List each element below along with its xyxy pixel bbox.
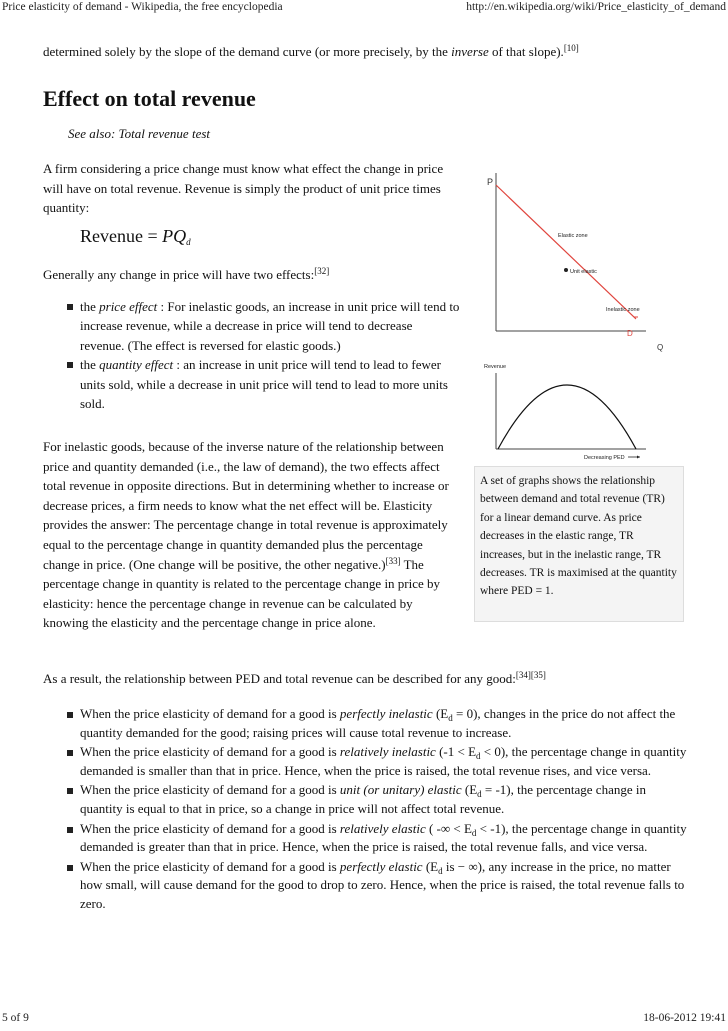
ped-cases-list (80, 705, 690, 915)
elastic-zone-label: Elastic zone (558, 233, 588, 239)
paragraph-two-effects: Generally any change in price will have two effects:[32] (43, 266, 330, 282)
perfectly-elastic-link[interactable]: perfectly elastic (339, 858, 423, 874)
demand-line (496, 185, 636, 319)
list-item: When the price elasticity of demand for a good is relatively inelastic $(-1 < E_d < 0)$, the percentage change in quantity demanded is smaller than that in price. Hence, when the price is raised, the total revenue rises, and vice versa. (80, 743, 690, 780)
relatively-elastic-link[interactable]: relatively elastic (339, 820, 426, 836)
list-item: When the price elasticity of demand for a good is relatively elastic ( -∞ < $E_d < -1$), the percentage change in quantity demanded is greater than that in price. Hence, when the price is raised, the total revenue falls, and vice versa. (80, 820, 690, 857)
paragraph-firm-price-change: A firm considering a price change must know what effect the change in price will have on total revenue. Revenue is simply the product of unit price times quantity: (43, 161, 444, 216)
list-item: the price effect : For inelastic goods, an increase in unit price will tend to increase revenue, while a decrease in price will tend to decrease revenue. (The effect is reversed for elastic goods.) (80, 297, 460, 355)
price-effect-link[interactable]: price effect (99, 299, 158, 314)
perfectly-inelastic-link[interactable]: perfectly inelastic (339, 706, 433, 721)
price-axis-label: P (487, 177, 494, 187)
unit-elastic-label: Unit elastic (570, 269, 597, 275)
arrow-right-icon (637, 456, 640, 459)
paragraph-ped-total-revenue: As a result, the relationship between PED and total revenue can be described for any good:[34][35] (43, 670, 546, 686)
total-revenue-curve (498, 385, 636, 449)
citation-link[interactable]: [34][35] (515, 670, 546, 680)
inelastic-zone-label: Inelastic zone (606, 307, 640, 313)
decreasing-ped-label: Decreasing PED (584, 455, 625, 461)
unit-elastic-link[interactable]: unit (or unitary) elastic (339, 782, 462, 798)
print-timestamp: 18-06-2012 19:41 (643, 1012, 726, 1024)
document-header-url[interactable]: http://en.wikipedia.org/wiki/Price_elasticity_of_demand (466, 1, 726, 13)
effects-list (80, 297, 460, 413)
paragraph-inelastic-goods: For inelastic goods, because of the inverse nature of the relationship between price and quantity demanded (i.e., the law of demand), the two effects affect total revenue in opposite directions. But in determining whether to increase or decrease prices, a firm needs to know what the net effect will be. Elasticity provides the answer: The percentage change in total revenue is approximately equal to the percentage change in quantity demanded plus the percentage change in price. (One change will be positive, the other negative.)[33] The percentage change in quantity is related to the percentage change in price by elasticity: hence the percentage change in revenue can be calculated by knowing the elasticity and the percentage change in price alone. (43, 439, 449, 631)
list-item: the quantity effect : an increase in unit price will tend to lead to fewer units sold, while a decrease in unit price will tend to lead to more units sold. (80, 355, 460, 413)
demand-label: D (627, 329, 633, 338)
quantity-effect-link[interactable]: quantity effect (99, 357, 174, 373)
page-number: 5 of 9 (2, 1012, 29, 1024)
document-header-title: Price elasticity of demand - Wikipedia, the free encyclopedia (2, 1, 283, 13)
list-item: When the price elasticity of demand for a good is unit (or unitary) elastic $(E_d = -1)$, the percentage change in quantity is equal to that in price, so a change in price will not affect total revenue. (80, 781, 690, 818)
section-heading: Effect on total revenue (43, 86, 256, 111)
quantity-axis-label: Q (657, 343, 664, 352)
unit-elastic-point (564, 268, 568, 272)
demand-revenue-figure (474, 163, 684, 625)
citation-link[interactable]: [10] (563, 43, 579, 53)
demand-revenue-graph[interactable] (474, 163, 684, 463)
revenue-axis-label: Revenue (484, 364, 507, 370)
relatively-inelastic-link[interactable]: relatively inelastic (339, 744, 436, 760)
intro-paragraph: determined solely by the slope of the demand curve (or more precisely, by the inverse of that slope).[10] (43, 43, 579, 59)
figure-caption: A set of graphs shows the relationship between demand and total revenue (TR) for a linear demand curve. As price decreases in the elastic range, TR increases, but in the inelastic range, TR decreases. TR is maximised at the quantity where PED = 1. (474, 466, 684, 622)
list-item: When the price elasticity of demand for a good is perfectly inelastic $(E_d = 0)$, changes in the price do not affect the quantity demanded for the good; raising prices will cause total revenue to increase. (80, 705, 690, 742)
see-also-link[interactable]: See also: Total revenue test (68, 126, 211, 141)
citation-link[interactable]: [32] (314, 266, 330, 276)
list-item: When the price elasticity of demand for a good is perfectly elastic ($E_d$ is − ∞), any increase in the price, no matter how small, will cause demand for the good to drop to zero. Hence, when the price is raised, the total revenue falls to zero. (80, 858, 690, 914)
citation-link[interactable]: [33] (385, 555, 401, 566)
revenue-formula: Revenue = $PQ_d$ (80, 226, 191, 247)
